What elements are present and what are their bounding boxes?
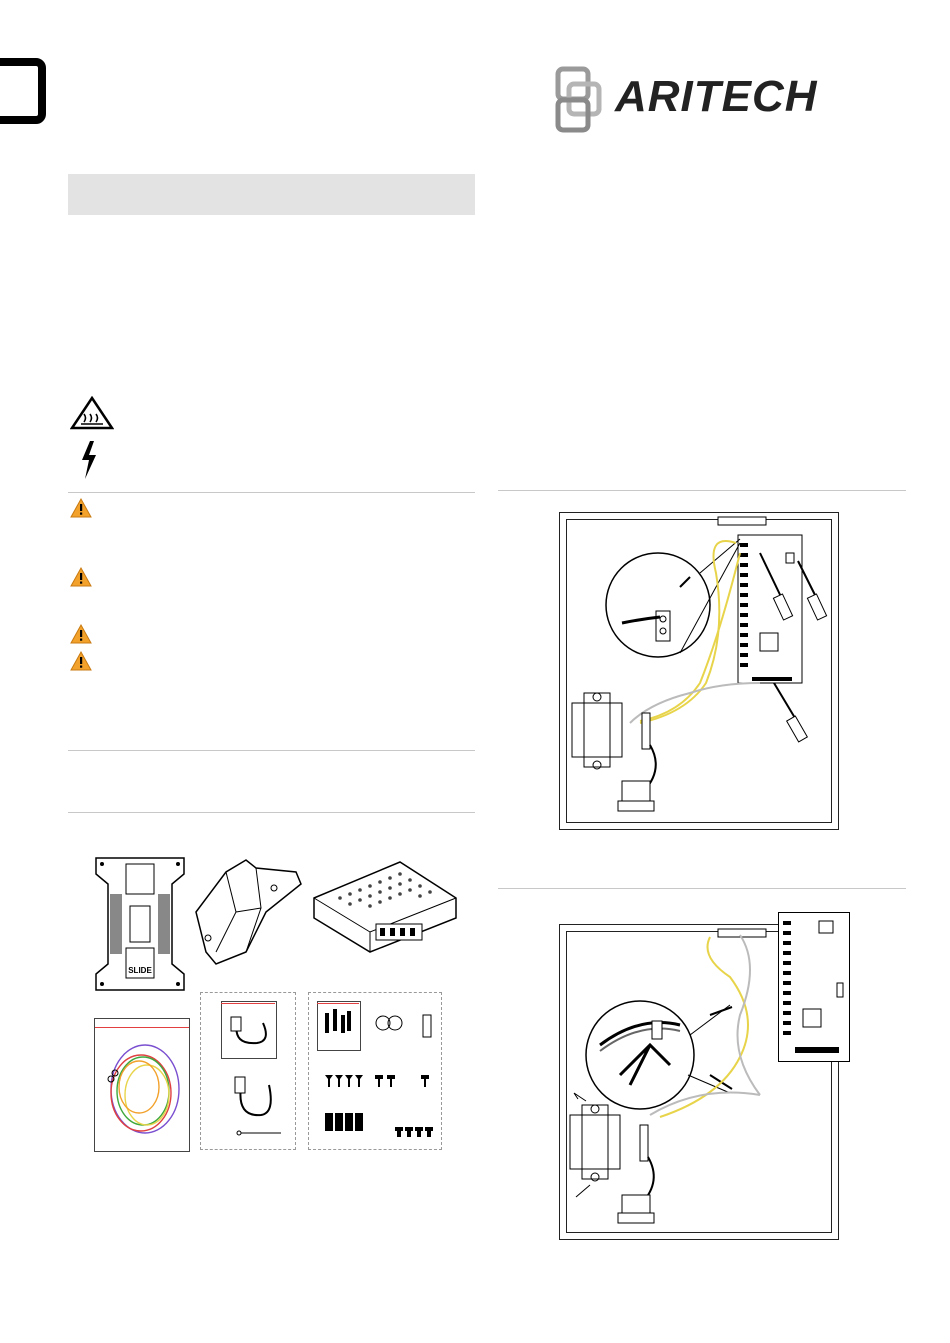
page-corner-tab	[0, 58, 46, 124]
control-board-svg	[779, 913, 849, 1061]
logo-wordmark: ARITECH	[615, 72, 818, 121]
divider-rule	[498, 888, 906, 889]
divider-rule	[68, 492, 475, 493]
divider-rule	[68, 812, 475, 813]
logo-mark	[555, 66, 615, 134]
control-board-drawing	[778, 912, 850, 1062]
wire-harness-drawing	[95, 1019, 189, 1151]
accessory-bag-hardware	[308, 992, 442, 1150]
wiring-figure-1	[559, 512, 839, 830]
lightning-icon	[78, 440, 100, 480]
lead-wires-drawing	[201, 993, 297, 1151]
caution-triangle-icon	[70, 651, 92, 671]
slide-label: SLIDE	[128, 966, 152, 975]
caution-triangle-icon	[70, 567, 92, 587]
aritech-logo	[555, 66, 910, 134]
title-band	[68, 174, 475, 215]
divider-rule	[498, 490, 906, 491]
accessory-bag-leads	[200, 992, 296, 1150]
wire-harness-bag	[94, 1018, 190, 1152]
divider-rule	[68, 750, 475, 751]
caution-triangle-icon	[70, 624, 92, 644]
mounting-plate-drawing	[92, 854, 188, 994]
hot-surface-icon	[70, 396, 114, 430]
wiring-figure-1-drawing	[560, 513, 838, 829]
caution-triangle-icon	[70, 498, 92, 518]
mounting-bracket-drawing	[186, 852, 306, 972]
screws-fuse-drawing	[309, 993, 443, 1151]
power-supply-drawing	[310, 858, 460, 954]
